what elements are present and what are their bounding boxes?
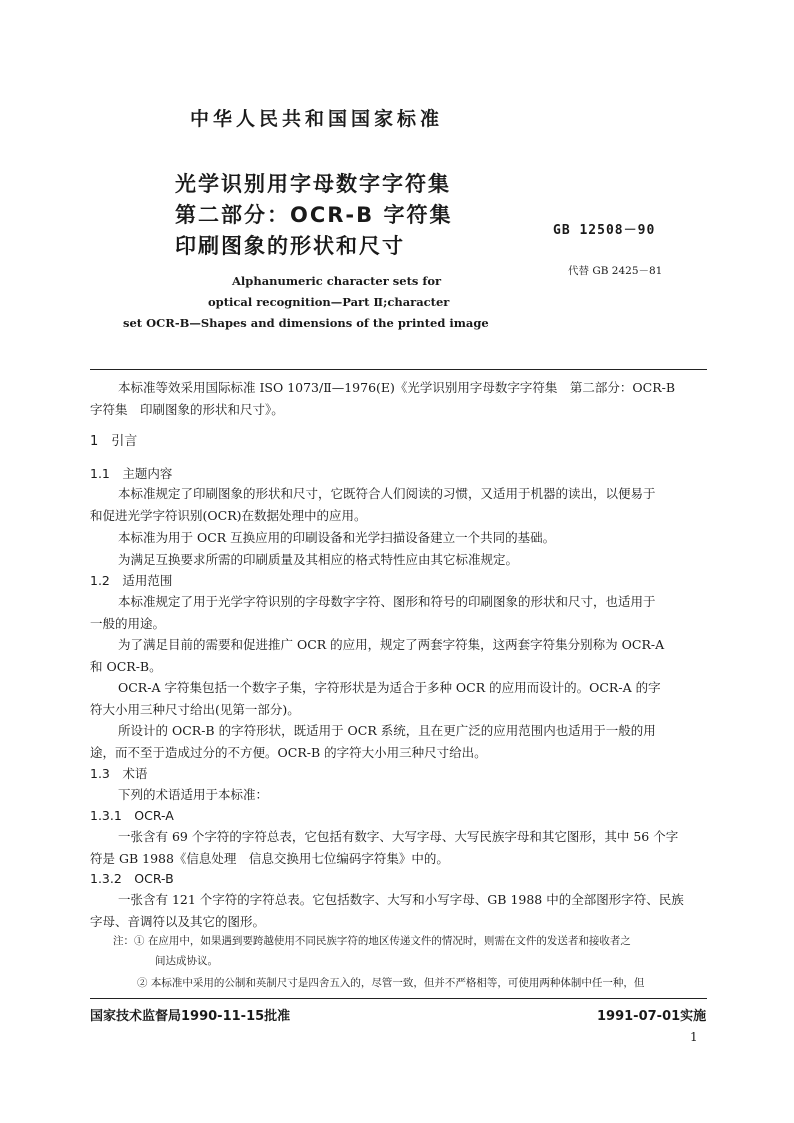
para-1-2b-line-1: 为了满足目前的需要和促进推广 OCR 的应用，规定了两套字符集，这两套字符集分别称为 OCR-A: [118, 637, 665, 652]
title-cn-line-3: 印刷图象的形状和尺寸: [175, 234, 405, 258]
title-en-line-3: set OCR-B—Shapes and dimensions of the printed image: [123, 316, 489, 330]
section-1-3-1-heading: 1.3.1 OCR-A: [90, 808, 174, 823]
title-en-line-1: Alphanumeric character sets for: [232, 274, 442, 288]
note-1-line-2: 间达成协议。: [155, 955, 218, 967]
para-1-2c-line-2: 符大小用三种尺寸给出(见第一部分)。: [90, 702, 300, 717]
para-1-2c-line-1: OCR-A 字符集包括一个数字子集，字符形状是为适合于多种 OCR 的应用而设计的。OCR-A 的字: [118, 680, 661, 695]
para-1-3: 下列的术语适用于本标准：: [118, 787, 269, 802]
page-number: 1: [690, 1030, 698, 1044]
intro-line-2: 字符集 印刷图象的形状和尺寸》。: [90, 402, 284, 417]
national-standard-heading: 中华人民共和国国家标准: [190, 108, 444, 130]
para-1-2a-line-1: 本标准规定了用于光学字符识别的字母数字字符、图形和符号的印刷图象的形状和尺寸，也适用于: [118, 594, 656, 609]
section-1-1-heading: 1.1 主题内容: [90, 466, 173, 481]
section-1-heading: 1 引言: [90, 434, 138, 449]
para-1-1b: 本标准为用于 OCR 互换应用的印刷设备和光学扫描设备建立一个共同的基础。: [118, 530, 556, 545]
para-1-3-1-line-1: 一张含有 69 个字符的字符总表，它包括有数字、大写字母、大写民族字母和其它图形，其中 56 个字: [118, 829, 679, 844]
footer-divider: [90, 998, 707, 999]
section-1-2-heading: 1.2 适用范围: [90, 573, 173, 588]
para-1-2d-line-2: 途，而不至于造成过分的不方便。OCR-B 的字符大小用三种尺寸给出。: [90, 745, 487, 760]
title-cn-line-1: 光学识别用字母数字字符集: [175, 172, 451, 196]
approval-date: 国家技术监督局1990-11-15批准: [90, 1009, 291, 1024]
para-1-2b-line-2: 和 OCR-B。: [90, 659, 162, 674]
para-1-1c: 为满足互换要求所需的印刷质量及其相应的格式特性应由其它标准规定。: [118, 552, 519, 567]
para-1-1a-line-1: 本标准规定了印刷图象的形状和尺寸，它既符合人们阅读的习惯，又适用于机器的读出，以便易于: [118, 486, 656, 501]
title-en-line-2: optical recognition—Part Ⅱ;character: [208, 295, 450, 309]
para-1-3-1-line-2: 符是 GB 1988《信息处理 信息交换用七位编码字符集》中的。: [90, 851, 449, 866]
para-1-2a-line-2: 一般的用途。: [90, 616, 166, 631]
para-1-3-2-line-2: 字母、音调符以及其它的图形。: [90, 914, 266, 929]
header-divider: [90, 369, 707, 370]
section-1-3-2-heading: 1.3.2 OCR-B: [90, 871, 174, 886]
section-1-3-heading: 1.3 术语: [90, 766, 148, 781]
effective-date: 1991-07-01实施: [597, 1009, 707, 1024]
replaces-standard: 代替 GB 2425－81: [568, 265, 663, 277]
note-1-line-1: 注：① 在应用中，如果遇到要跨越使用不同民族字符的地区传递文件的情况时，则需在文件的发送者和接收者之: [113, 935, 631, 947]
para-1-2d-line-1: 所设计的 OCR-B 的字符形状，既适用于 OCR 系统，且在更广泛的应用范围内也适用于一般的用: [118, 723, 656, 738]
standard-number: GB 12508－90: [553, 223, 656, 238]
note-2-line-1: ② 本标准中采用的公制和英制尺寸是四舍五入的，尽管一致，但并不严格相等，可使用两种体制中任一种，但: [137, 977, 645, 989]
intro-line-1: 本标准等效采用国际标准 ISO 1073/Ⅱ—1976(E)《光学识别用字母数字字符集 第二部分：OCR-B: [118, 380, 676, 395]
title-cn-line-2: 第二部分：OCR-B 字符集: [175, 203, 453, 227]
para-1-1a-line-2: 和促进光学字符识别(OCR)在数据处理中的应用。: [90, 508, 367, 523]
para-1-3-2-line-1: 一张含有 121 个字符的字符总表。它包括数字、大写和小写字母、GB 1988 中的全部图形字符、民族: [118, 892, 684, 907]
